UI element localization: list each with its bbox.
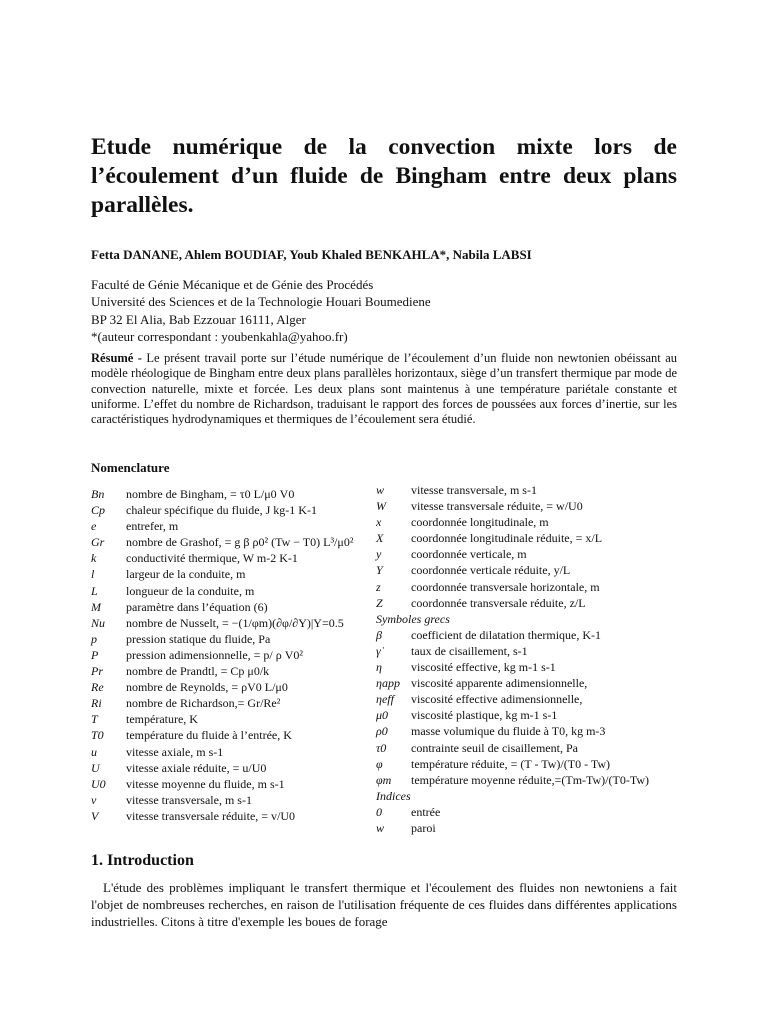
nomenclature-row — [91, 486, 401, 502]
nomenclature-definition: vitesse transversale réduite, = w/U0 — [411, 499, 583, 514]
abstract-label: Résumé - — [91, 351, 142, 365]
nomenclature-row — [91, 647, 401, 663]
nomenclature-definition: nombre de Prandtl, = Cp μ0/k — [126, 664, 270, 679]
nomenclature-row — [376, 562, 686, 578]
nomenclature-symbol: U0 — [91, 776, 106, 791]
nomenclature-symbol: z — [376, 579, 381, 594]
introduction-paragraph: L'étude des problèmes impliquant le transfert thermique et l'écoulement des fluides non newtoniens a fait l'objet de nombreuses recherches, en raison de l'utilisation fréquente de ces fluides dans différentes applications industrielles. Citons à titre d'exemple les boues de forage — [91, 880, 677, 929]
indices-heading: Indices — [376, 788, 411, 803]
corresponding-author: *(auteur correspondant : youbenkahla@yahoo.fr) — [91, 328, 348, 344]
nomenclature-row — [91, 502, 401, 518]
nomenclature-definition: chaleur spécifique du fluide, J kg-1 K-1 — [126, 503, 317, 518]
nomenclature-symbol: φm — [376, 772, 392, 787]
nomenclature-definition: viscosité effective, kg m-1 s-1 — [411, 660, 556, 675]
nomenclature-row — [91, 518, 401, 534]
nomenclature-symbol: X — [376, 531, 384, 546]
nomenclature-definition: vitesse axiale réduite, = u/U0 — [126, 760, 267, 775]
nomenclature-row — [376, 482, 686, 498]
nomenclature-symbol: e — [91, 519, 97, 534]
nomenclature-definition: contrainte seuil de cisaillement, Pa — [411, 740, 578, 755]
nomenclature-definition: paroi — [411, 820, 436, 835]
nomenclature-definition: température, K — [126, 712, 198, 727]
nomenclature-symbol: W — [376, 499, 386, 514]
nomenclature-symbol: Z — [376, 595, 383, 610]
nomenclature-row — [376, 772, 686, 788]
nomenclature-symbol: P — [91, 647, 99, 662]
nomenclature-definition: pression adimensionnelle, = p/ ρ V0² — [126, 647, 303, 662]
nomenclature-definition: vitesse transversale réduite, = v/U0 — [126, 808, 296, 823]
nomenclature-symbol: Pr — [91, 664, 103, 679]
nomenclature-symbol: η — [376, 660, 382, 675]
nomenclature-definition: température réduite, = (T - Tw)/(T0 - Tw) — [411, 756, 611, 771]
nomenclature-symbol: ρ0 — [376, 724, 388, 739]
nomenclature-definition: viscosité plastique, kg m-1 s-1 — [411, 708, 558, 723]
nomenclature-right-column — [376, 482, 686, 836]
nomenclature-symbol: u — [91, 744, 97, 759]
affiliation-block — [91, 276, 677, 345]
nomenclature-row — [91, 631, 401, 647]
nomenclature-symbol: τ0 — [376, 740, 387, 755]
nomenclature-row — [91, 792, 401, 808]
nomenclature-symbol: v — [91, 792, 97, 807]
nomenclature-row — [91, 695, 401, 711]
nomenclature-symbol: Gr — [91, 535, 105, 550]
nomenclature-row — [376, 627, 686, 643]
nomenclature-row — [91, 760, 401, 776]
nomenclature-row — [91, 566, 401, 582]
nomenclature-definition: coordonnée longitudinale réduite, = x/L — [411, 531, 603, 546]
nomenclature-row — [376, 820, 686, 836]
nomenclature-definition: masse volumique du fluide à T0, kg m-3 — [411, 724, 606, 739]
nomenclature-definition: coordonnée transversale horizontale, m — [411, 579, 600, 594]
nomenclature-row — [376, 723, 686, 739]
nomenclature-row — [91, 550, 401, 566]
nomenclature-row — [376, 579, 686, 595]
nomenclature-symbol: T0 — [91, 728, 104, 743]
nomenclature-definition: viscosité apparente adimensionnelle, — [411, 676, 588, 691]
nomenclature-symbol: l — [91, 567, 95, 582]
nomenclature-symbol: 0 — [376, 804, 382, 819]
nomenclature-definition: largeur de la conduite, m — [126, 567, 246, 582]
author-list: Fetta DANANE, Ahlem BOUDIAF, Youb Khaled BENKAHLA*, Nabila LABSI — [91, 247, 532, 262]
nomenclature-definition: nombre de Bingham, = τ0 L/μ0 V0 — [126, 487, 295, 501]
nomenclature-definition: coordonnée transversale réduite, z/L — [411, 595, 586, 610]
nomenclature-definition: nombre de Grashof, = g β ρ0² (Tw − T0) L³/μ0² — [126, 535, 354, 550]
nomenclature-symbol: U — [91, 760, 100, 775]
nomenclature-symbol: w — [376, 820, 385, 835]
nomenclature-definition: conductivité thermique, W m-2 K-1 — [126, 551, 298, 566]
nomenclature-definition: entrefer, m — [126, 519, 179, 534]
nomenclature-symbol: β — [376, 627, 382, 642]
nomenclature-row — [376, 643, 686, 659]
nomenclature-definition: vitesse axiale, m s-1 — [126, 744, 224, 759]
greek-symbols-heading: Symboles grecs — [376, 611, 450, 626]
nomenclature-row — [376, 530, 686, 546]
nomenclature-definition: paramètre dans l’équation (6) — [126, 599, 268, 614]
nomenclature-symbol: k — [91, 551, 97, 566]
nomenclature-definition: coordonnée verticale, m — [411, 547, 527, 562]
nomenclature-row — [376, 595, 686, 611]
nomenclature-definition: nombre de Richardson,= Gr/Re² — [126, 696, 281, 711]
nomenclature-symbol: ηapp — [376, 676, 400, 691]
affiliation-line: Faculté de Génie Mécanique et de Génie des Procédés — [91, 277, 374, 292]
paper-title: Etude numérique de la convection mixte lors de l’écoulement d’un fluide de Bingham entre deux plans parallèles. — [91, 134, 677, 218]
nomenclature-heading: Nomenclature — [91, 460, 170, 475]
nomenclature-row — [91, 534, 401, 550]
affiliation-line: Université des Sciences et de la Technologie Houari Boumediene — [91, 294, 431, 310]
nomenclature-definition: coordonnée verticale réduite, y/L — [411, 563, 571, 578]
nomenclature-symbol: Y — [376, 563, 383, 578]
nomenclature-symbol: x — [376, 515, 382, 530]
nomenclature-symbol: L — [91, 583, 98, 598]
nomenclature-symbol: Re — [91, 680, 104, 695]
nomenclature-definition: vitesse transversale, m s-1 — [126, 792, 252, 807]
nomenclature-definition: nombre de Nusselt, = −(1/φm)(∂φ/∂Y)|Y=0.5 — [126, 615, 344, 630]
nomenclature-symbol: y — [376, 547, 382, 562]
nomenclature-definition: entrée — [411, 804, 441, 819]
nomenclature-definition: coordonnée longitudinale, m — [411, 515, 549, 530]
section-heading: 1. Introduction — [91, 852, 194, 869]
nomenclature-symbol: μ0 — [376, 708, 389, 723]
nomenclature-row — [376, 514, 686, 530]
abstract — [91, 351, 677, 427]
nomenclature-left-column — [91, 486, 401, 824]
nomenclature-symbol: φ — [376, 756, 383, 771]
nomenclature-row — [91, 744, 401, 760]
nomenclature-row — [376, 546, 686, 562]
nomenclature-symbol: Nu — [91, 615, 106, 630]
nomenclature-row — [91, 776, 401, 792]
nomenclature-row — [91, 711, 401, 727]
nomenclature-definition: nombre de Reynolds, = ρV0 L/μ0 — [126, 680, 288, 695]
nomenclature-definition: longueur de la conduite, m — [126, 583, 255, 598]
abstract-text: Le présent travail porte sur l’étude numérique de l’écoulement d’un fluide non newtonien obéissant au modèle rhéologique de Bingham entre deux plans parallèles horizontaux, siège d’un transfert thermique par mode de convection naturelle, mixte et forcée. Les deux plans sont maintenus à une température pariétale constante et uniforme. L’effet du nombre de Richardson, traduisant le rapport des forces de poussées aux forces d’inertie, sur les caractéristiques hydrodynamiques et thermiques de l’écoulement sera étudié. — [91, 351, 677, 427]
nomenclature-symbol: Bn — [91, 487, 105, 501]
nomenclature-row — [91, 615, 401, 631]
nomenclature-row — [376, 691, 686, 707]
nomenclature-symbol: T — [91, 712, 98, 727]
nomenclature-definition: vitesse transversale, m s-1 — [411, 483, 537, 497]
nomenclature-row — [376, 675, 686, 691]
affiliation-line: BP 32 El Alia, Bab Ezzouar 16111, Alger — [91, 311, 306, 327]
nomenclature-definition: température moyenne réduite,=(Tm-Tw)/(T0-Tw) — [411, 772, 649, 787]
nomenclature-definition: température du fluide à l’entrée, K — [126, 728, 292, 743]
nomenclature-row — [376, 756, 686, 772]
nomenclature-symbol: V — [91, 808, 99, 823]
nomenclature-definition: viscosité effective adimensionnelle, — [411, 692, 583, 707]
nomenclature-row — [376, 498, 686, 514]
nomenclature-symbol: w — [376, 483, 385, 497]
nomenclature-row — [91, 583, 401, 599]
nomenclature-symbol: ηeff — [376, 692, 394, 707]
nomenclature-row — [91, 727, 401, 743]
nomenclature-definition: vitesse moyenne du fluide, m s-1 — [126, 776, 285, 791]
nomenclature-row — [91, 679, 401, 695]
nomenclature-row — [376, 804, 686, 820]
nomenclature-row — [91, 808, 401, 824]
nomenclature-definition: taux de cisaillement, s-1 — [411, 643, 528, 658]
nomenclature-row — [91, 663, 401, 679]
nomenclature-symbol: M — [91, 599, 101, 614]
nomenclature-row — [376, 707, 686, 723]
nomenclature-symbol: p — [91, 631, 97, 646]
nomenclature-definition: coefficient de dilatation thermique, K-1 — [411, 627, 602, 642]
nomenclature-definition: pression statique du fluide, Pa — [126, 631, 271, 646]
nomenclature-symbol: γ̇ — [376, 643, 381, 658]
nomenclature-row — [376, 740, 686, 756]
nomenclature-symbol: Cp — [91, 503, 106, 518]
nomenclature-row — [91, 599, 401, 615]
nomenclature-row — [376, 659, 686, 675]
nomenclature-symbol: Ri — [91, 696, 102, 711]
